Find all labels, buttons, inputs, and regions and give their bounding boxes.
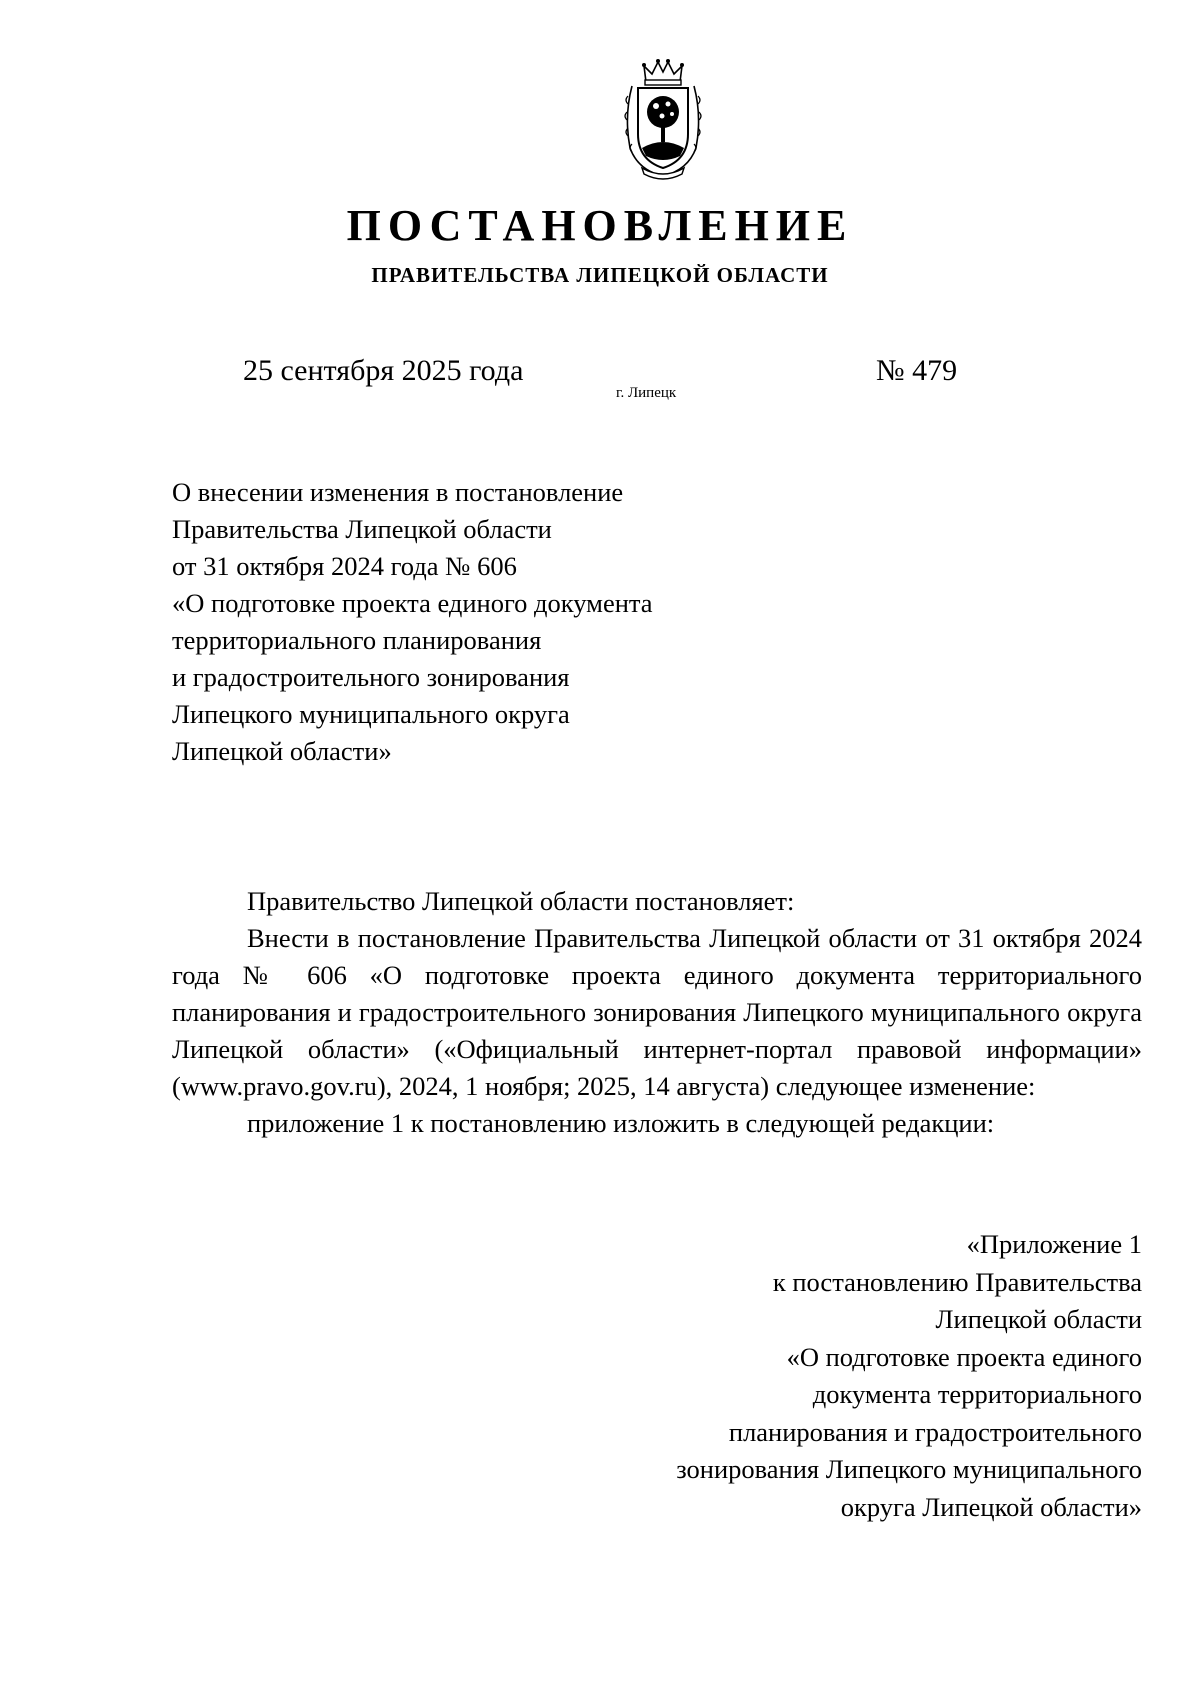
coat-of-arms-emblem: [618, 56, 708, 180]
appendix-heading: [560, 1226, 1142, 1526]
document-body: [172, 883, 1142, 1142]
instruction-paragraph: приложение 1 к постановлению изложить в следующей редакции:: [247, 1108, 995, 1138]
appendix-line: планирования и градостроительного: [728, 1416, 1142, 1447]
subject-line: Липецкой области»: [172, 736, 392, 766]
appendix-line: округа Липецкой области»: [840, 1491, 1142, 1522]
appendix-line: «Приложение 1: [966, 1229, 1142, 1259]
subject-line: от 31 октября 2024 года № 606: [172, 551, 517, 581]
document-title: ПОСТАНОВЛЕНИЕ: [346, 201, 854, 250]
subject-line: Липецкого муниципального округа: [172, 699, 570, 729]
document-date: 25 сентября 2025 года: [243, 354, 524, 387]
subject-line: «О подготовке проекта единого документа: [172, 588, 653, 618]
subject-line: Правительства Липецкой области: [172, 514, 552, 544]
appendix-line: документа территориального: [812, 1379, 1142, 1409]
appendix-line: зонирования Липецкого муниципального: [676, 1454, 1142, 1484]
appendix-line: Липецкой области: [935, 1304, 1142, 1334]
main-paragraph: Внести в постановление Правительства Липецкой области от 31 октября 2024 года № 606 «О подготовке проекта единого документа территориального планирования и градостроительного зонирования Липецкого муниципального округа Липецкой области» («Официальный интернет-портал правовой информации» (www.pravo.gov.ru), 2024, 1 ноября; 2025, 14 августа) следующее изменение:: [172, 923, 1142, 1101]
document-city: г. Липецк: [616, 385, 677, 401]
document-number: № 479: [876, 354, 958, 387]
subject-line: территориального планирования: [172, 625, 542, 655]
subject-line: О внесении изменения в постановление: [172, 477, 624, 507]
appendix-line: «О подготовке проекта единого: [786, 1341, 1142, 1372]
subject-line: и градостроительного зонирования: [172, 662, 570, 692]
resolves-paragraph: Правительство Липецкой области постановляет:: [247, 886, 795, 916]
document-subject: [172, 474, 732, 770]
issuer-subtitle: ПРАВИТЕЛЬСТВА ЛИПЕЦКОЙ ОБЛАСТИ: [371, 263, 829, 287]
appendix-line: к постановлению Правительства: [772, 1266, 1142, 1297]
